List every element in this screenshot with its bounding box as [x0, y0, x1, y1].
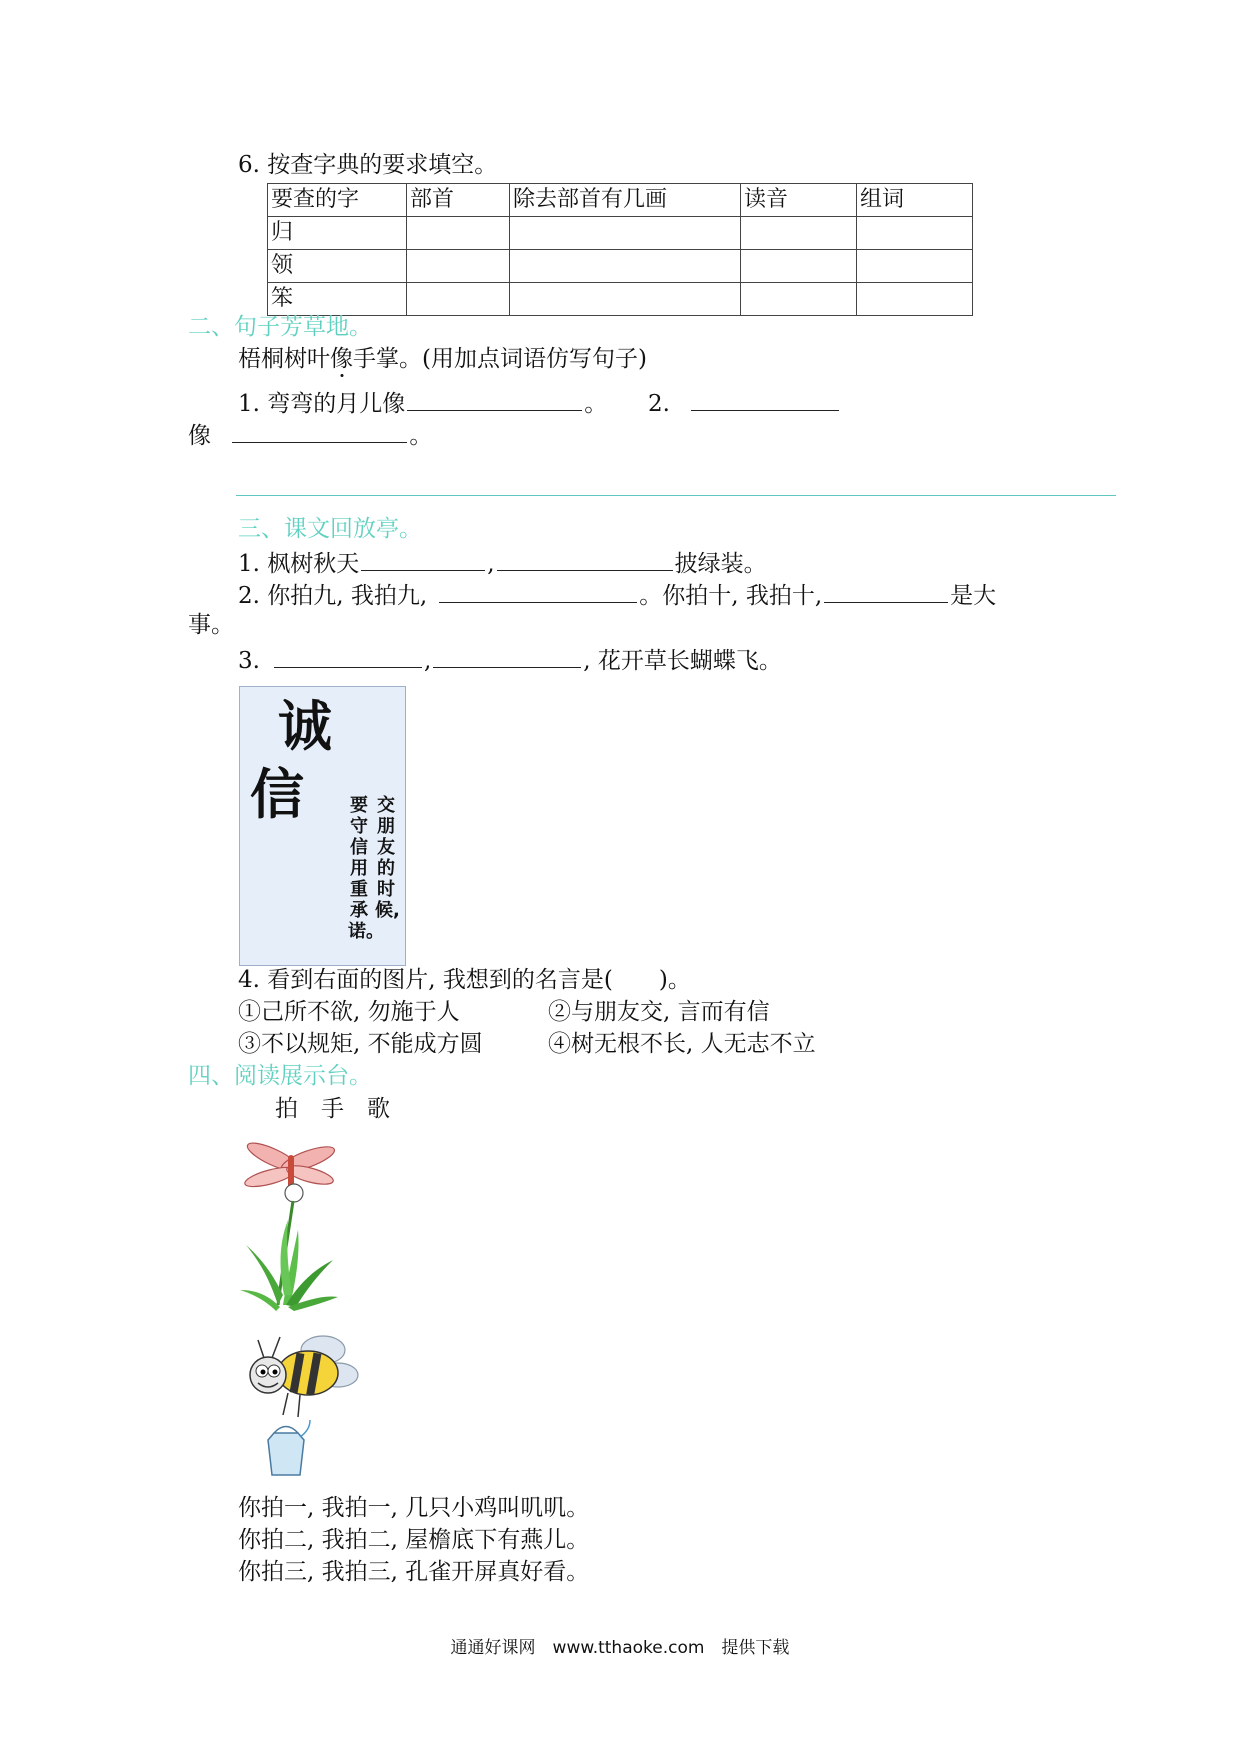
table-cell[interactable]	[510, 217, 741, 250]
integrity-poster-image	[239, 686, 406, 966]
q1-text: 1. 枫树秋天	[238, 551, 360, 577]
recite-q3	[238, 643, 782, 676]
imitation-line-2-end	[188, 418, 432, 451]
q3-end: , 花开草长蝴蝶飞。	[583, 648, 782, 674]
table-header: 要查的字	[268, 184, 407, 217]
table-row	[268, 217, 973, 250]
q2-text: 2. 你拍九, 我拍九,	[238, 583, 428, 609]
q3-number: 3.	[238, 648, 260, 674]
answer-blank[interactable]	[439, 578, 637, 603]
table-cell[interactable]	[407, 250, 510, 283]
recite-q2	[238, 578, 996, 611]
answer-blank[interactable]	[232, 418, 407, 443]
answer-blank[interactable]	[361, 546, 485, 571]
table-header: 组词	[857, 184, 973, 217]
q1-comma: ,	[487, 551, 495, 577]
poem-line: 你拍三, 我拍三, 孔雀开屏真好看。	[238, 1559, 590, 1585]
line2-number: 2.	[648, 391, 670, 417]
imitation-line-2-start	[648, 386, 841, 419]
q3-comma: ,	[423, 648, 432, 674]
answer-blank[interactable]	[274, 643, 422, 668]
section-divider	[236, 495, 1116, 496]
section-3-title: 三、课文回放亭。	[238, 516, 422, 542]
prompt-pre: 梧桐树叶	[238, 346, 330, 372]
dotted-word: 像	[330, 346, 353, 372]
imitation-line-1	[238, 386, 607, 419]
table-cell[interactable]	[741, 217, 857, 250]
table-header: 读音	[741, 184, 857, 217]
sentence-prompt	[238, 344, 647, 374]
option-4[interactable]: ④树无根不长, 人无志不立	[548, 1031, 816, 1057]
line1-text: 1. 弯弯的月儿像	[238, 391, 406, 417]
q2-end: 是大	[950, 583, 997, 609]
table-header: 部首	[407, 184, 510, 217]
quote-question: 4. 看到右面的图片, 我想到的名言是( )。	[238, 967, 691, 993]
table-row	[268, 283, 973, 316]
table-cell[interactable]	[510, 250, 741, 283]
line2-end: 。	[409, 423, 433, 449]
table-cell[interactable]	[741, 283, 857, 316]
q1-end: 披绿装。	[674, 551, 767, 577]
table-cell[interactable]	[857, 217, 973, 250]
table-cell[interactable]	[407, 217, 510, 250]
table-cell[interactable]	[857, 250, 973, 283]
table-row	[268, 250, 973, 283]
dictionary-table	[267, 183, 973, 316]
poster-vertical-text-1: 交朋友的时候,	[375, 795, 400, 921]
section-2-title: 二、句子芳草地。	[188, 314, 372, 340]
answer-blank[interactable]	[691, 386, 839, 411]
section-4-title: 四、阅读展示台。	[188, 1063, 372, 1089]
option-2[interactable]: ②与朋友交, 言而有信	[548, 999, 770, 1025]
table-cell[interactable]	[741, 250, 857, 283]
answer-blank[interactable]	[407, 386, 582, 411]
poem-line: 你拍一, 我拍一, 几只小鸡叫叽叽。	[238, 1495, 590, 1521]
option-3[interactable]: ③不以规矩, 不能成方圆	[238, 1031, 483, 1057]
answer-blank[interactable]	[433, 643, 581, 668]
table-cell[interactable]	[407, 283, 510, 316]
table-cell: 领	[268, 250, 407, 283]
poem-title: 拍 手 歌	[275, 1096, 390, 1122]
table-header: 除去部首有几画	[510, 184, 741, 217]
table-cell[interactable]	[857, 283, 973, 316]
poem-line: 你拍二, 我拍二, 屋檐底下有燕儿。	[238, 1527, 590, 1553]
q2-mid: 。你拍十, 我拍十,	[639, 583, 823, 609]
prompt-post: 手掌。(用加点词语仿写句子)	[353, 346, 647, 372]
poster-vertical-text-2: 要守信用重承诺。	[348, 795, 384, 942]
q6-title: 6. 按查字典的要求填空。	[238, 152, 498, 178]
bee-bucket-illustration	[238, 1325, 368, 1480]
poster-char-1: 诚	[278, 695, 332, 758]
option-1[interactable]: ①己所不欲, 勿施于人	[238, 999, 460, 1025]
line1-end: 。	[584, 391, 608, 417]
footer-credit: 通通好课网 www.tthaoke.com 提供下载	[450, 1638, 790, 1658]
line2-text: 像	[188, 423, 211, 449]
table-cell: 归	[268, 217, 407, 250]
answer-blank[interactable]	[497, 546, 673, 571]
table-header-row	[268, 184, 973, 217]
answer-blank[interactable]	[824, 578, 948, 603]
dragonfly-grass-illustration	[238, 1135, 348, 1315]
table-cell[interactable]	[510, 283, 741, 316]
table-cell: 笨	[268, 283, 407, 316]
recite-q1	[238, 546, 767, 579]
poster-char-2: 信	[250, 763, 304, 826]
q2-continued: 事。	[188, 612, 234, 638]
